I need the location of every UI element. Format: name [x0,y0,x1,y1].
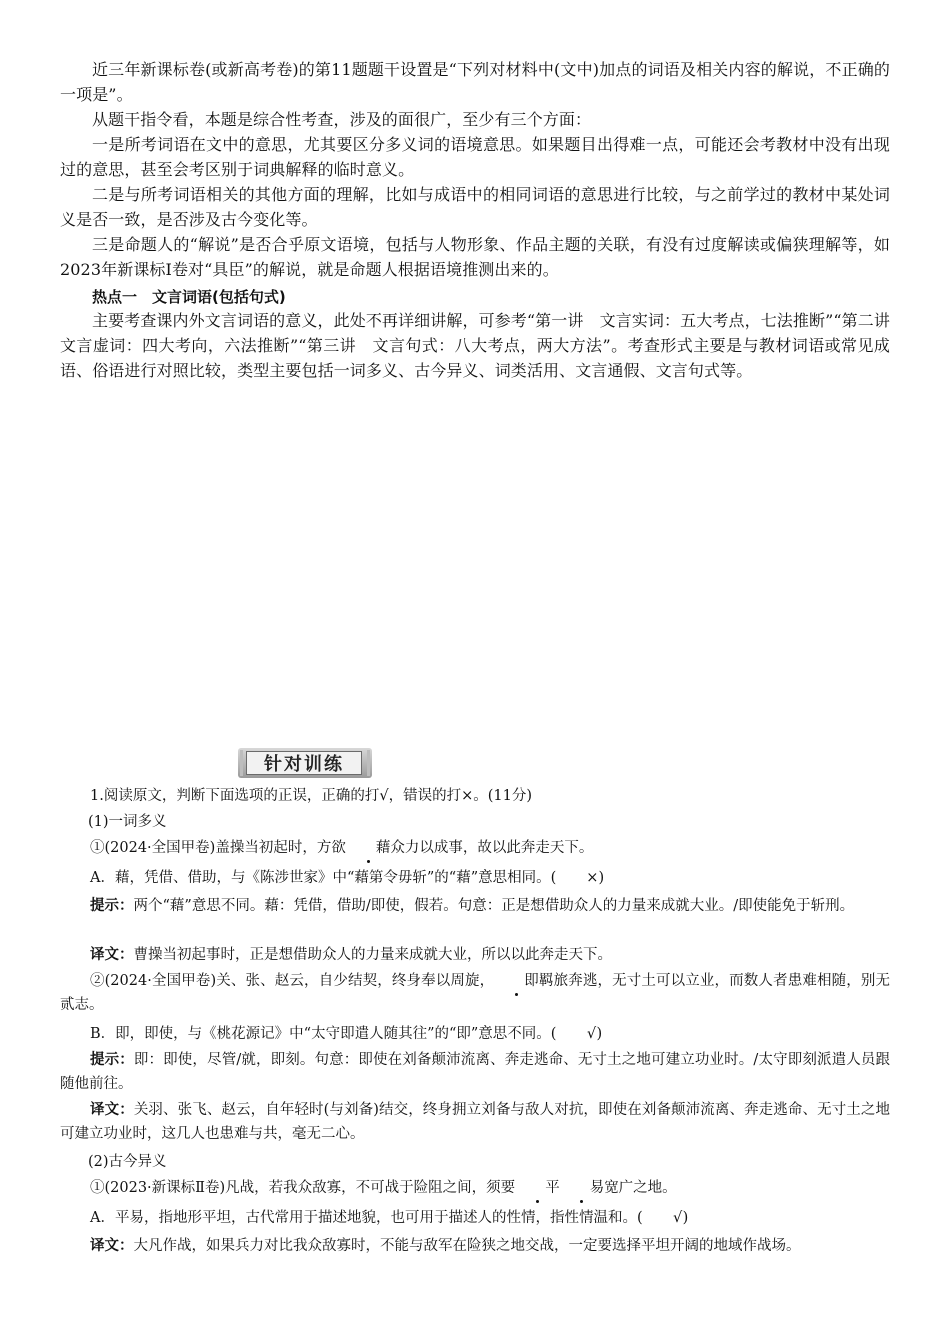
banner-stripe-left [240,750,243,776]
tip-1 [60,894,890,918]
intro-paragraph-2: 从题干指令看，本题是综合性考查，涉及的面很广，至少有三个方面： [92,110,592,129]
subsection-polysemy: (1)一词多义 [88,814,167,830]
answer-mark: × [586,870,599,886]
intro-paragraph-3: 一是所考词语在文中的意思，尤其要区分多义词的语境意思。如果题目出得难一点，可能还会考教材中没有出现过的意思，甚至会考区别于词典解释的临时意义。 [60,135,890,179]
source-sentence-3 [60,1176,890,1200]
intro-paragraph-1: 近三年新课标卷(或新高考卷)的第11题题干设置是“下列对材料中(文中)加点的词语及相关内容的解说，不正确的一项是”。 [60,60,890,104]
dotted-word: 平 [515,1176,560,1200]
option-text: A．藉，凭借、借助，与《陈涉世家》中“藉第令毋斩”的“藉”意思相同。( [90,870,557,886]
section-heading: 热点一 文言词语(包括句式) [92,288,286,306]
answer-mark: √ [673,1210,683,1226]
answer-mark: √ [586,1026,597,1042]
translation-text: 大凡作战，如果兵力对比我众敌寡时，不能与敌军在险狭之地交战，一定要选择平坦开阔的地域作战场。 [133,1238,801,1254]
translation-1 [60,943,890,967]
question-title: 1.阅读原文，判断下面选项的正误，正确的打√，错误的打×。(11分) [90,788,532,804]
source-text: ①(2023·新课标Ⅱ卷)凡战，若我众敌寡，不可战于险阻之间，须要 [90,1180,516,1196]
translation-3 [60,1234,890,1258]
intro-paragraph-6: 主要考查课内外文言词语的意义，此处不再详细讲解，可参考“第一讲 文言实词：五大考点，七法推断”“第二讲 文言虚词：四大考向，六法推断”“第三讲 文言句式：八大考点，两大方法”。考查形式主要是与教材词语或常见成语、俗语进行对照比较，类型主要包括一词多义、古今异义、词类活用、文言通假、文言句式等。 [60,311,907,380]
subsection-ancient-modern: (2)古今异义 [88,1154,167,1170]
translation-label: 译文： [90,947,134,963]
option-text: ) [682,1210,689,1226]
dotted-word: 藉 [346,836,391,860]
source-text: ①(2024·全国甲卷)盖操当初起时，方欲 [90,840,346,856]
translation-label: 译文： [90,1238,134,1254]
option-b-1 [60,1022,890,1046]
source-sentence-2 [60,969,890,1017]
dotted-word: 易 [560,1176,605,1200]
option-a-1 [60,866,890,890]
source-text: 羁旅奔逃，无寸土可以立业，而数人者患难相随，别无贰志。 [60,973,890,1013]
translation-text: 曹操当初起事时，正是想借助众人的力量来成就大业，所以以此奔走天下。 [133,947,612,963]
translation-label: 译文： [90,1102,134,1118]
tip-label: 提示： [90,898,134,914]
source-text: 众力以成事，故以此奔走天下。 [390,840,594,856]
translation-2 [60,1098,890,1146]
option-text: B．即，即使，与《桃花源记》中“太守即遣人随其往”的“即”意思不同。( [90,1026,557,1042]
option-text: ) [596,1026,603,1042]
banner-stripe-right [367,750,370,776]
banner-title: 针对训练 [246,751,362,775]
source-text: 宽广之地。 [604,1180,677,1196]
option-text: ) [598,870,605,886]
source-sentence-1 [60,836,890,860]
practice-banner [238,748,372,778]
tip-text: 即：即使，尽管/就，即刻。句意：即使在刘备颠沛流离、奔走逃命、无寸土之地可建立功业时。/太守即刻派遣人员跟随他前往。 [60,1052,890,1092]
dotted-word: 即 [494,969,539,993]
source-text: ②(2024·全国甲卷)关、张、赵云，自少结契，终身奉以周旋， [90,973,495,989]
intro-paragraph-5: 三是命题人的“解说”是否合乎原文语境，包括与人物形象、作品主题的关联，有没有过度解读或偏狭理解等，如2023年新课标Ⅰ卷对“具臣”的解说，就是命题人根据语境推测出来的。 [60,235,890,279]
tip-label: 提示： [90,1052,134,1068]
tip-2 [60,1048,890,1096]
translation-text: 关羽、张飞、赵云，自年轻时(与刘备)结交，终身拥立刘备与敌人对抗，即使在刘备颠沛流离、奔走逃命、无寸土之地可建立功业时，这几人也患难与共，毫无二心。 [60,1102,890,1142]
option-a-2 [60,1206,890,1230]
tip-text: 两个“藉”意思不同。藉：凭借，借助/即使，假若。句意：正是想借助众人的力量来成就大业。/即使能免于斩刑。 [133,898,855,914]
option-text: A．平易，指地形平坦，古代常用于描述地貌，也可用于描述人的性情，指性情温和。( [90,1210,643,1226]
intro-paragraph-4: 二是与所考词语相关的其他方面的理解，比如与成语中的相同词语的意思进行比较，与之前学过的教材中某处词义是否一致，是否涉及古今变化等。 [60,185,890,229]
